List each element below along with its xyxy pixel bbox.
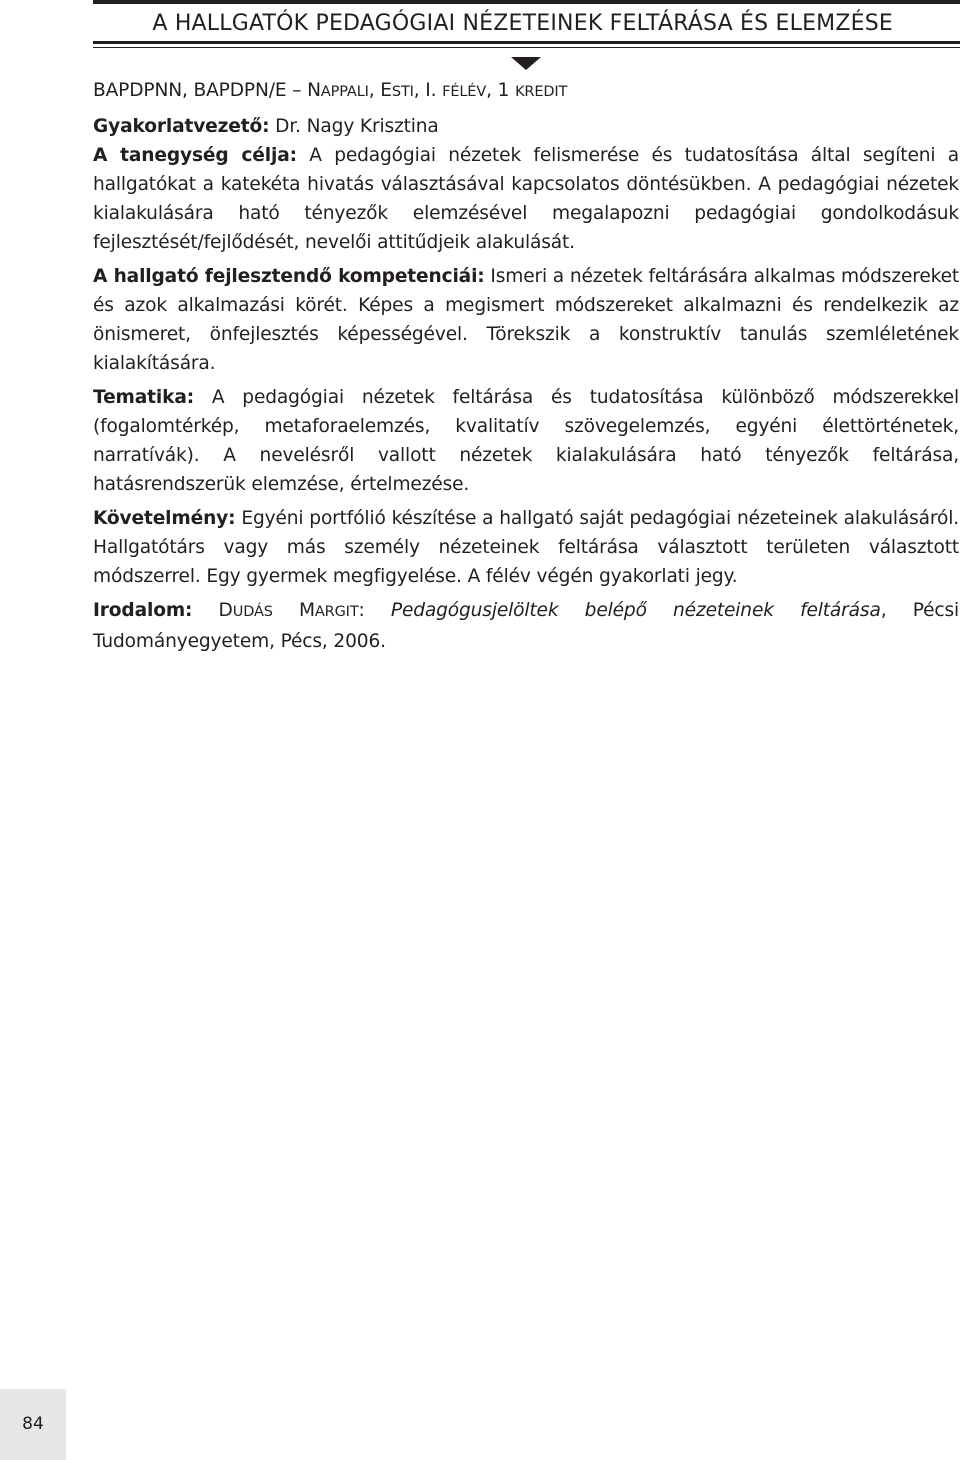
course-codes: BAPDPNN, BAPDPN/E –	[93, 80, 308, 101]
literature-label: Irodalom:	[93, 600, 193, 621]
literature-paragraph	[93, 596, 959, 656]
instructor-label: Gyakorlatvezető:	[93, 116, 270, 137]
course-mode-day: NAPPALI	[307, 80, 369, 101]
requirements-label: Követelmény:	[93, 508, 236, 529]
title-rule-thin	[93, 47, 960, 48]
instructor-name: Dr. Nagy Krisztina	[269, 116, 439, 137]
competencies-label: A hallgató fejlesztendő kompetenciái:	[93, 266, 485, 287]
course-info-line: BAPDPNN, BAPDPN/E – NAPPALI, ESTI, I. FÉLÉV, 1 KREDIT	[93, 80, 568, 101]
topics-text: A pedagógiai nézetek feltárása és tudatosítása különböző módszerekkel (fogalomtérkép, metaforaelemzés, kvalitatív szövegelemzés, egyéni élettörténetek, narratívák). A nevelésről vallott nézetek kialakulására ható tényezők feltárása, hatásrendszerük elemzése, értelmezése.	[93, 387, 959, 495]
course-mode-evening: ESTI	[380, 80, 414, 101]
triangle-down-icon	[511, 57, 541, 70]
page-number-box	[0, 1389, 66, 1460]
course-credit: KREDIT	[515, 84, 568, 100]
topics-label: Tematika:	[93, 387, 195, 408]
course-description	[93, 76, 959, 656]
literature-author: DUDÁS MARGIT:	[192, 600, 391, 621]
competencies-text: Ismeri a nézetek feltárására alkalmas módszereket és azok alkalmazási körét. Képes a megismert módszereket alkalmazni és rendelkezik az önismeret, önfejlesztés képességével. Törekszik a konstruktív tanulás szemléletének kialakítására.	[93, 266, 959, 374]
goal-paragraph	[93, 141, 959, 257]
course-semester: FÉLÉV	[442, 84, 487, 100]
requirements-paragraph	[93, 504, 959, 591]
instructor-line	[93, 112, 959, 141]
goal-text: A pedagógiai nézetek felismerése és tudatosítása által segíteni a hallgatókat a katekéta hivatás választásával kapcsolatos döntésükben. A pedagógiai nézetek kialakulására ható tényezők elemzésével megalapozni pedagógiai gondolkodásuk fejlesztését/fejlődését, nevelői attitűdjeik alakulását.	[93, 145, 959, 253]
goal-label: A tanegység célja:	[93, 145, 297, 166]
literature-publisher: , Pécsi Tudományegyetem, Pécs, 2006.	[93, 600, 960, 652]
page-number: 84	[22, 1414, 44, 1434]
literature-title: Pedagógusjelöltek belépő nézeteinek feltárása	[390, 600, 881, 621]
requirements-text: Egyéni portfólió készítése a hallgató saját pedagógiai nézeteinek alakulásáról. Hallgatótárs vagy más személy nézeteinek feltárása választott területen választott módszerrel. Egy gyermek megfigyelése. A félév végén gyakorlati jegy.	[93, 508, 959, 587]
top-rule	[93, 0, 960, 4]
title-rule	[93, 41, 960, 44]
topics-paragraph	[93, 383, 959, 499]
competencies-paragraph	[93, 262, 959, 378]
page-title: A HALLGATÓK PEDAGÓGIAI NÉZETEINEK FELTÁRÁSA ÉS ELEMZÉSE	[152, 11, 893, 36]
